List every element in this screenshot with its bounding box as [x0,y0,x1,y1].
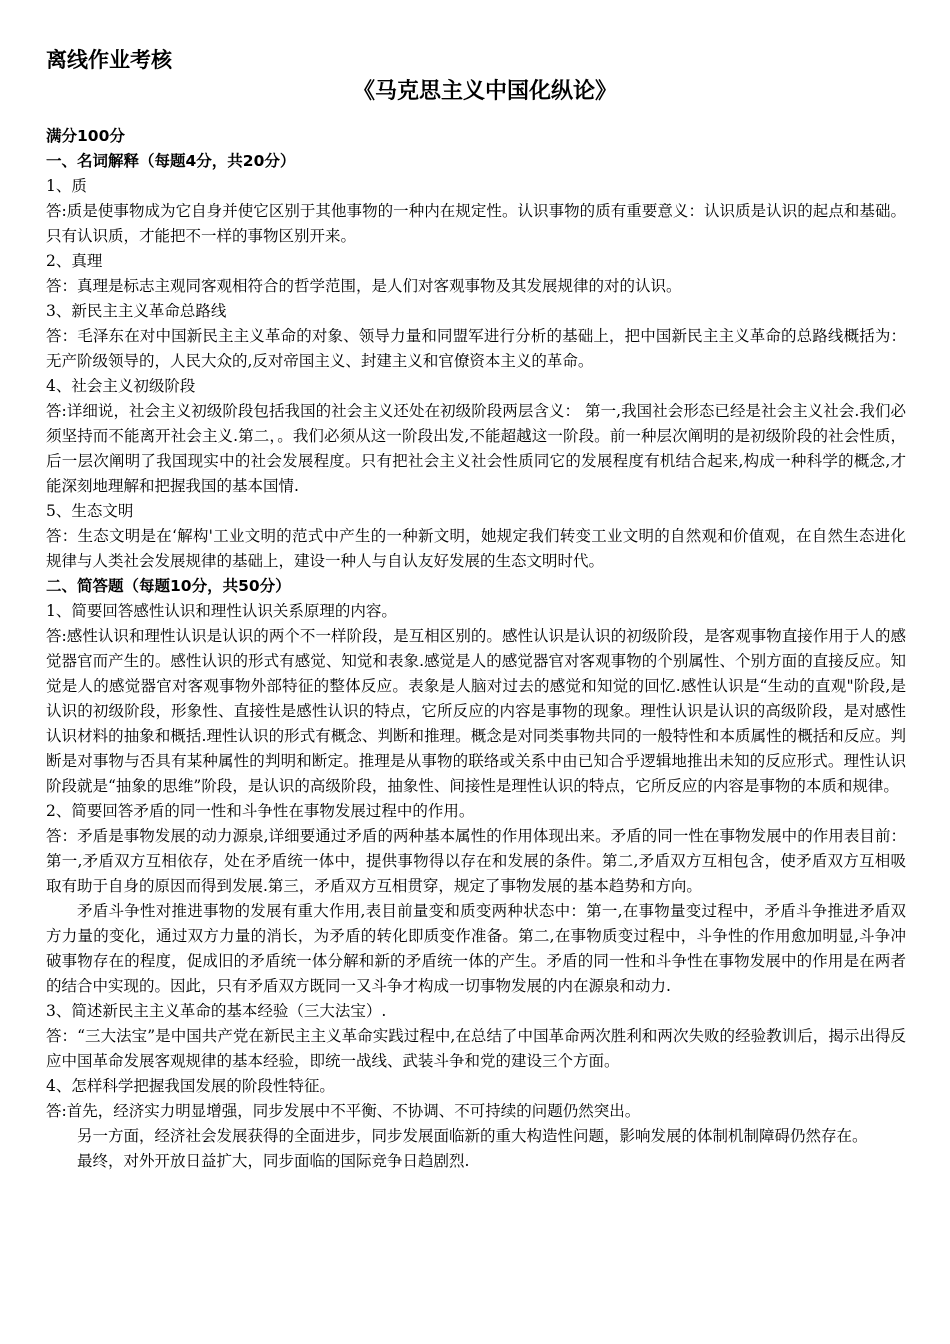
answer: 答:感性认识和理性认识是认识的两个不一样阶段，是互相区别的。感性认识是认识的初级阶段，是客观事物直接作用于人的感觉器官而产生的。感性认识的形式有感觉、知觉和表象.感觉是人的感觉器官对客观事物的个别属性、个别方面的直接反应。知觉是人的感觉器官对客观事物外部特征的整体反应。表象是人脑对过去的感觉和知觉的回忆.感性认识是“生动的直观"阶段,是认识的初级阶段，形象性、直接性是感性认识的特点，它所反应的内容是事物的现象。理性认识是认识的高级阶段，是对感性认识材料的抽象和概括.理性认识的形式有概念、判断和推理。概念是对同类事物共同的一般特性和本质属性的概括和反应。判断是对事物与否具有某种属性的判明和断定。推理是从事物的联络或关系中由已知合乎逻辑地推出未知的反应形式。理性认识阶段就是“抽象的思维”阶段，是认识的高级阶段，抽象性、间接性是理性认识的特点，它所反应的内容是事物的本质和规律。 [46,627,906,795]
answer: 答：真理是标志主观同客观相符合的哲学范围，是人们对客观事物及其发展规律的对的认识。 [46,277,682,295]
answer: 答:首先，经济实力明显增强，同步发展中不平衡、不协调、不可持续的问题仍然突出。 [46,1102,641,1120]
question: 3、新民主主义革命总路线 [46,302,227,320]
document-title: 《马克思主义中国化纵论》 [352,78,617,104]
answer: 答：“三大法宝”是中国共产党在新民主主义革命实践过程中,在总结了中国革命两次胜利和两次失败的经验教训后，揭示出得反应中国革命发展客观规律的基本经验，即统一战线、武装斗争和党的建设三个方面。 [46,1027,906,1070]
answer: 答:质是使事物成为它自身并使它区别于其他事物的一种内在规定性。认识事物的质有重要意义：认识质是认识的起点和基础。只有认识质，才能把不一样的事物区别开来。 [46,202,906,245]
question: 4、社会主义初级阶段 [46,377,196,395]
answer-paragraph: 最终，对外开放日益扩大，同步面临的国际竞争日趋剧烈. [77,1152,470,1170]
answer: 答：生态文明是在‘解构'工业文明的范式中产生的一种新文明，她规定我们转变工业文明的自然观和价值观，在自然生态进化规律与人类社会发展规律的基础上，建设一种人与自认友好发展的生态文明时代。 [46,527,906,570]
score-total: 满分100分 [46,127,125,145]
answer: 答：毛泽东在对中国新民主主义革命的对象、领导力量和同盟军进行分析的基础上，把中国新民主主义革命的总路线概括为：无产阶级领导的，人民大众的,反对帝国主义、封建主义和官僚资本主义的革命。 [46,327,906,370]
question: 2、简要回答矛盾的同一性和斗争性在事物发展过程中的作用。 [46,802,475,820]
answer: 答：矛盾是事物发展的动力源泉,详细要通过矛盾的两种基本属性的作用体现出来。矛盾的同一性在事物发展中的作用表目前：第一,矛盾双方互相依存，处在矛盾统一体中，提供事物得以存在和发展的条件。第二,矛盾双方互相包含，使矛盾双方互相吸取有助于自身的原因而得到发展.第三，矛盾双方互相贯穿，规定了事物发展的基本趋势和方向。 [46,827,906,895]
document-body [46,124,906,1174]
answer-paragraph: 另一方面，经济社会发展获得的全面进步，同步发展面临新的重大构造性问题，影响发展的体制机制障碍仍然存在。 [77,1127,868,1145]
question: 2、真理 [46,252,103,270]
question: 1、简要回答感性认识和理性认识关系原理的内容。 [46,602,397,620]
section2-heading: 二、简答题（每题10分，共50分） [46,577,291,595]
question: 5、生态文明 [46,502,134,520]
answer: 答:详细说，社会主义初级阶段包括我国的社会主义还处在初级阶段两层含义： 第一,我国社会形态已经是社会主义社会.我们必须坚持而不能离开社会主义.第二，。我们必须从这一阶段出发,不能超越这一阶段。前一种层次阐明的是初级阶段的社会性质，后一层次阐明了我国现实中的社会发展程度。只有把社会主义社会性质同它的发展程度有机结合起来,构成一种科学的概念,才能深刻地理解和把握我国的基本国情. [46,402,906,495]
question: 1、质 [46,177,87,195]
offline-assessment-heading: 离线作业考核 [46,48,172,72]
question: 4、怎样科学把握我国发展的阶段性特征。 [46,1077,335,1095]
question: 3、简述新民主主义革命的基本经验（三大法宝）. [46,1002,387,1020]
answer-paragraph: 矛盾斗争性对推进事物的发展有重大作用,表目前量变和质变两种状态中：第一,在事物量变过程中，矛盾斗争推进矛盾双方力量的变化，通过双方力量的消长，为矛盾的转化即质变作准备。第二,在事物质变过程中，斗争性的作用愈加明显,斗争冲破事物存在的程度，促成旧的矛盾统一体分解和新的矛盾统一体的产生。矛盾的同一性和斗争性在事物发展中的作用是在两者的结合中实现的。因此，只有矛盾双方既同一又斗争才构成一切事物发展的内在源泉和动力. [46,902,906,995]
section1-heading: 一、名词解释（每题4分，共20分） [46,152,296,170]
